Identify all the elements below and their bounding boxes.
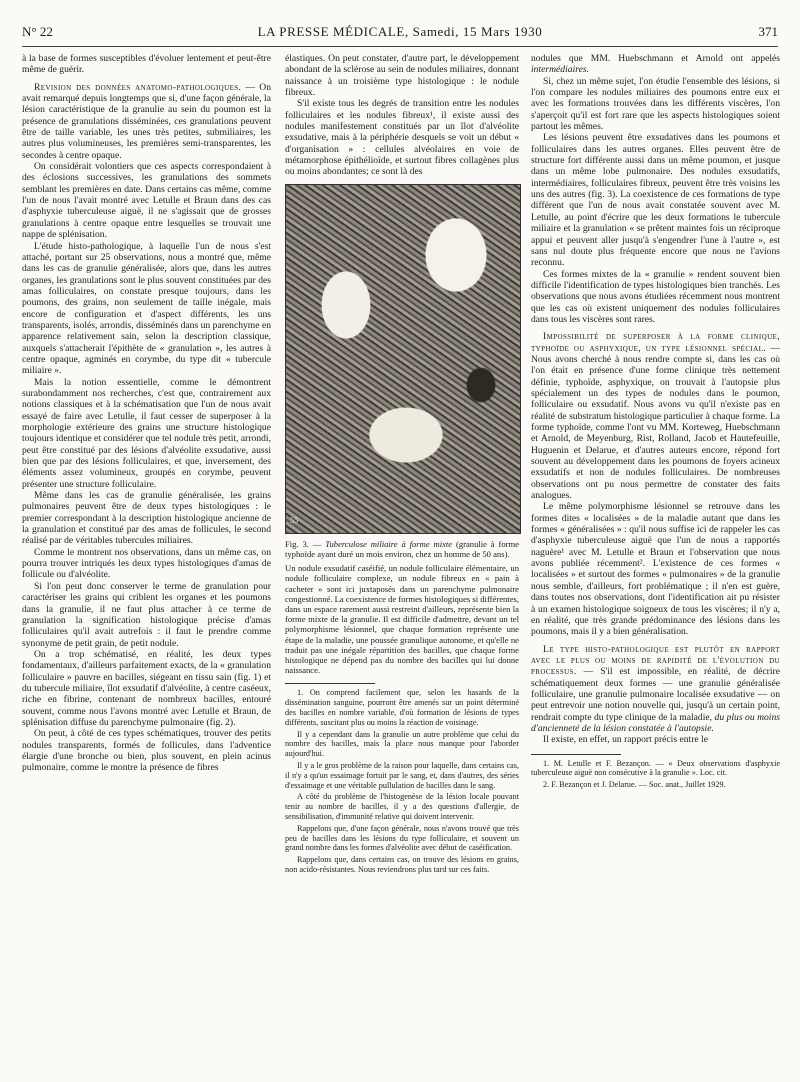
paragraph: Les lésions peuvent être exsudatives dans les poumons et folliculaires dans les autres organes. Elles peuvent être de structure fort différente aussi dans un même poumon, et jusque dans un même lobe pulmonaire. Des nodules exsudatifs, intermédiaires, folliculaires fibreux, peuvent être très voisins les uns des autres (fig. 3). La coexistence de ces formations de type différent que l'un de nous avait constatée souvent avec M. Letulle, au point d'écrire que les deux formations le tubercule miliaire et la granulation « se prêtent maintes fois un réciproque appui et peuvent aller jusqu'à s'engendrer l'une à l'autre », est sans nul doute plus fréquente encore que nous ne l'avions reconnu. bbox=[531, 132, 780, 269]
paragraph: Mais la notion essentielle, comme le démontrent surabondamment nos recherches, c'est que, contrairement aux notions classiques et à la schématisation que l'un de nous avait essayé de faire avec Letulle, il faut cesser de superposer à la morphologie extérieure des grains une structure histologique toujours identique et considérer que tel nodule très petit, arrondi, peut être constitué par des lésions d'alvéolite exsudative, aussi bien que par des lésions folliculaires, et que, inversement, des éléments assez volumineux, groupés en corymbe, peuvent présenter une structure folliculaire. bbox=[22, 376, 271, 490]
footnote: Il y a cependant dans la granulie un autre problème que celui du nombre des bacilles, mais la place nous manque pour l'aborder aujourd'hui. bbox=[285, 729, 519, 759]
paragraph: Si l'on peut donc conserver le terme de granulation pour caractériser les grains qui criblent les organes et les poumons dans la granulie, il ne faut plus attacher à ce terme de granulation la signification histologique précise d'amas folliculaires qu'il avait autrefois : il faut le prendre comme synonyme de petit grain, de petit nodule. bbox=[22, 580, 271, 649]
section-text: — S'il est impossible, en réalité, de décrire schématiquement deux formes — une granulie généralisée folliculaire, une granulie pulmonaire localisée exsudative — on peut entrevoir une notion nouvelle qui, jusqu'à un certain point, rendrait compte du type clinique de la maladie, bbox=[531, 666, 780, 723]
footnote: 2. F. Bezançon et J. Delarue. — Soc. anat., Juillet 1929. bbox=[543, 780, 726, 790]
caption-rest: (granulie à forme typhoïde ayant duré un mois environ, chez un homme de 50 ans). bbox=[285, 538, 519, 559]
header-rule bbox=[22, 46, 778, 47]
paragraph: Comme le montrent nos observations, dans un même cas, on pourra trouver intriqués les deux types histologiques d'amas de follicule ou d'alvéolite. bbox=[22, 546, 271, 581]
journal-title: LA PRESSE MÉDICALE, Samedi, 15 Mars 1930 bbox=[257, 24, 543, 39]
footnotes bbox=[285, 688, 519, 874]
column-2 bbox=[285, 53, 519, 877]
section-paragraph bbox=[22, 82, 271, 161]
footnote: A côté du problème de l'histogenèse de la lésion locale pouvant tenir au nombre de bacilles, il y a des questions d'allergie, de sensibilisation, d'immunité relative qui doivent intervenir. bbox=[285, 792, 519, 821]
footnote-rule bbox=[531, 754, 621, 755]
paragraph: Si, chez un même sujet, l'on étudie l'ensemble des lésions, si l'on compare les nodules miliaires des poumons entre eux et avec les formations trouvées dans les différents viscères, l'on s'aperçoit qu'il est fort rare que les aspects histologiques soient partout les mêmes. bbox=[531, 75, 780, 133]
paragraph: Même dans les cas de granulie généralisée, les grains pulmonaires peuvent être de deux types histologiques : le premier correspondant à la description histologique ancienne de la granulation et constitué par des amas de follicules, le second réalisé par de véritables tubercules miliaires. bbox=[22, 490, 271, 547]
caption-prefix: Fig. 3. — bbox=[285, 538, 326, 549]
footnote: 1. On comprend facilement que, selon les hasards de la dissémination sanguine, pourront être amenés sur un point déterminé des bacilles en nombre variable, d'où formation de lésions de types différents, suscitant plus ou moins la réaction de voisinage. bbox=[285, 688, 519, 727]
footnote: Rappelons que, dans certains cas, on trouve des lésions en grains, non acido-résistantes. Nous reviendrons plus tard sur ces faits. bbox=[285, 855, 519, 874]
paragraph: à la base de formes susceptibles d'évoluer lentement et peut-être même de guérir. bbox=[22, 53, 271, 76]
column-3 bbox=[531, 53, 780, 792]
section-text: — Nous avons cherché à nous rendre compte si, dans les cas où l'on était en présence d'une forme clinique très nettement définie, typhoïde, asphyxique, on trouvait à l'autopsie plus spécialement un des types de nodules dans le poumon, folliculaire ou exsudatif. Nous avons vu qu'il n'existe pas en réalité de substratum histologique particulier à chaque forme. La forme typhoïde, comme l'ont vu MM. Korteweg, Huebschmann et Arnold, de Meyenburg, Rist, Rolland, Jacob et Hautefeuille, Huguenin et Delarue, et d'autres auteurs encore, répond fort souvent au développement dans les poumons de foyers acineux exsudatifs et non de nodules folliculaires. De nombreuses observations ont pu nous permettre de constater des faits analogues. bbox=[531, 342, 780, 502]
running-header bbox=[22, 24, 778, 44]
section-paragraph bbox=[531, 644, 780, 735]
italic-term: intermédiaires. bbox=[531, 64, 589, 76]
paragraph: L'étude histo-pathologique, à laquelle l'un de nous s'est attaché, portant sur 25 observations, nous a montré que, même dans les cas de granulie généralisée, alors que, dans les autres organes, les granulations sont le plus souvent constituées par des amas folliculaires, on constate presque toujours, dans les poumons, des grains, non seulement de taille inégale, mais encore de configuration et d'aspect différents, les uns transparents, isolés, arrondis, disséminés dans un parenchyme en apparence relativement sain, selon la description classique, auxquels s'attacherait l'épithète de « granulation », les autres à centre opaque, agminés en corymbe, du type dit « tubercule miliaire ». bbox=[22, 240, 271, 377]
footnote: 1. M. Letulle et F. Bezançon. — « Deux observations d'asphyxie tuberculeuse aiguë non consécutive à la granulie ». Loc. cit. bbox=[531, 758, 780, 778]
paragraph: On considérait volontiers que ces aspects correspondaient à des éclosions successives, les granulations des sommets semblant les premières en date. Dans certains cas même, comme l'un de nous l'avait montré avec Letulle et Braun dans des cas d'asphyxie tuberculeuse aiguë, il ne s'agissait que de grosses granulations à centre opaque entre lesquelles se trouvait une nappe de splénisation. bbox=[22, 161, 271, 241]
paragraph: élastiques. On peut constater, d'autre part, le développement abondant de la sclérose au sein de nodules miliaires, donnant naissance à un troisième type histologique : le nodule fibreux. bbox=[285, 53, 519, 99]
section-paragraph bbox=[531, 331, 780, 501]
paragraph: On a trop schématisé, en réalité, les deux types fondamentaux, d'ailleurs parfaitement exacts, de la « granulation folliculaire » pauvre en bacilles, siégeant en tissu sain (fig. 1) et du tubercule miliaire, îlot exsudatif d'alvéolite, à centre caséeux, riche en fibrine, contenant de nombreux bacilles, entouré souvent, comme nous l'avons montré avec Letulle et Braun, de splénisation diffuse du parenchyme pulmonaire (fig. 2). bbox=[22, 648, 271, 728]
footnote: Il y a le gros problème de la raison pour laquelle, dans certains cas, il n'y a qu'un essaimage fortuit par le sang, et, dans d'autres, des séries d'essaimage et une véritable pullulation de bacilles dans le sang. bbox=[285, 761, 519, 790]
paragraph: On peut, à côté de ces types schématiques, trouver des petits nodules transparents, formés de follicules, dans l'adventice élargie d'une bronche ou bien, plus souvent, en plein acinus pulmonaire, comme le montre la présence de fibres bbox=[22, 728, 271, 774]
paragraph: Il existe, en effet, un rapport précis entre le bbox=[543, 734, 708, 746]
page-number: 371 bbox=[758, 24, 778, 39]
section-heading: Revision des données anatomo-pathologiques. bbox=[34, 81, 242, 93]
figure-caption bbox=[285, 539, 519, 559]
footnotes bbox=[531, 759, 780, 790]
footnote-rule bbox=[285, 683, 375, 684]
footnote: Rappelons que, d'une façon générale, nous n'avons trouvé que très peu de bacilles dans les lésions du type folliculaire, et souvent un grand nombre dans les formes d'alvéolite avec début de caséification. bbox=[285, 823, 519, 853]
paragraph-text: nodules que MM. Huebschmann et Arnold ont appelés bbox=[531, 53, 780, 64]
column-1 bbox=[22, 53, 271, 774]
paragraph: Ces formes mixtes de la « granulie » rendent souvent bien difficile l'identification de types histologiques bien tranchés. Les observations que nous avons étudiées récemment nous montrent que les cas où existent uniquement des nodules folliculaires dans tous les viscères sont rares. bbox=[531, 268, 780, 325]
section-heading: Impossibilité de superposer à la forme clinique, typhoïde ou asphyxique, un type lésionnel spécial. bbox=[531, 331, 780, 354]
section-text: — On avait remarqué depuis longtemps que si, d'une façon générale, la lésion caractéristique de la granulie au sein du poumon est la présence de granulations disséminées, ces granulations peuvent être de taille variable, les unes très petites, submiliaires, les autres plus volumineuses, les premières semi-transparentes, les secondes à centre opaque. bbox=[22, 81, 272, 161]
micrograph-figure bbox=[285, 184, 521, 534]
figure-legend: Un nodule exsudatif caséifié, un nodule folliculaire élémentaire, un nodule folliculaire complexe, un nodule fibreux en « pain à cacheter » sont ici juxtaposés dans un parenchyme pulmonaire congestionné. La coexistence de formes histologiques si différentes, dans un espace rarement aussi restreint d'ailleurs, représente bien la forme mixte de la granulie. Il est difficile d'admettre, devant un tel polymorphisme lésionnel, que chaque formation représente une étape de la maladie, une poussée granulique autonome, et qu'elle ne traduit pas une inégale répartition des bacilles, que chaque forme histologique ne dépend pas du nombre des bacilles qui lui donne naissance. bbox=[285, 563, 519, 676]
figure-plate-number: 55 bbox=[290, 516, 298, 526]
italic-phrase: du plus ou moins d'ancienneté de la lésion constatée à l'autopsie. bbox=[531, 711, 780, 734]
section-heading: Le type histo-pathologique est plutôt en rapport avec le plus ou moins de rapidité de l'évolution du processus. bbox=[531, 643, 780, 678]
issue-number: N° 22 bbox=[22, 24, 53, 39]
paragraph: S'il existe tous les degrés de transition entre les nodules folliculaires et les nodules fibreux¹, il existe aussi des nodules manifestement constitués par un îlot d'alvéolite exsudative, mais à la périphérie desquels se voit un début « d'organisation » : cellules alvéolaires en voie de métamorphose épithélioïde, et surtout fibres collagènes plus ou moins abondantes; ce sont là des bbox=[285, 98, 519, 178]
caption-title: Tuberculose miliaire à forme mixte bbox=[325, 538, 453, 549]
paragraph bbox=[531, 53, 780, 76]
paragraph: Le même polymorphisme lésionnel se retrouve dans les formes dites « localisées » de la maladie autant que dans les formes « généralisées » : qu'il nous suffise ici de rappeler les cas d'asphyxie tuberculeuse aiguë que l'un de nous a rapportés naguère¹ avec M. Letulle et Braun et l'observation que nous avons publiée récemment². L'existence de ces formes « localisées » et surtout des formes « pulmonaires » de la granulie nous semble, d'ailleurs, fort problématique ; il n'en est guère, dans toutes nos observations, dont l'identification ait pu résister à un examen histologique soigneux de tous les viscères; il n'y a, en réalité, que très grande prédominance des lésions dans les poumons, mais il y a bien généralisation. bbox=[531, 501, 780, 638]
